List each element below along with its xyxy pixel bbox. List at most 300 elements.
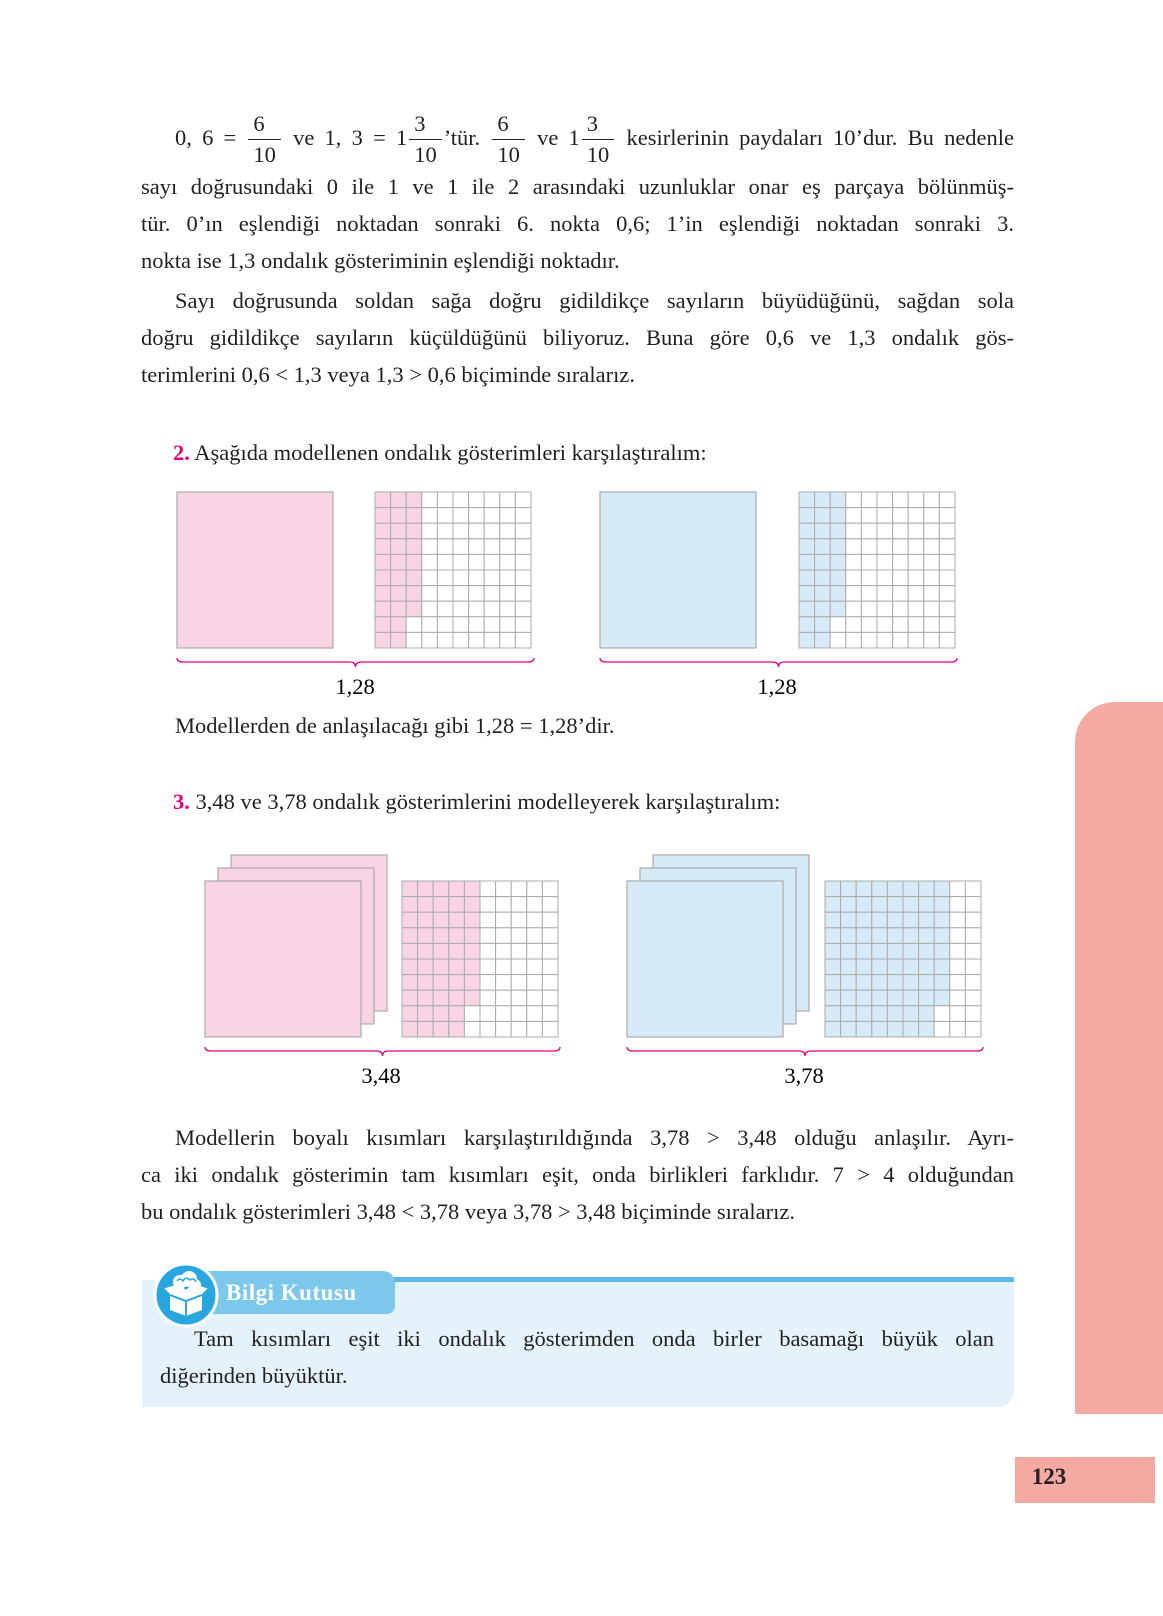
info-line-2: diğerinden büyüktür. xyxy=(160,1363,348,1388)
model-3-48-pink-cell xyxy=(402,1021,418,1037)
model-3-78-blue-cell xyxy=(919,881,935,897)
model-3-48-pink-cell xyxy=(464,1021,480,1037)
model-1-28-blue-cell xyxy=(908,586,924,602)
model-1-28-pink-cell xyxy=(453,554,469,570)
model-3-78-blue-cell xyxy=(919,1006,935,1022)
model-3-48-pink-cell xyxy=(527,1006,543,1022)
model-3-48-pink-cell xyxy=(480,943,496,959)
model-1-28-blue-cell xyxy=(924,523,940,539)
model-3-48-pink-cell xyxy=(433,1021,449,1037)
model-1-28-pink-cell xyxy=(453,570,469,586)
model-3-78-blue-cell xyxy=(887,943,903,959)
model-1-28-pink-cell xyxy=(500,523,516,539)
model-1-28-pink-cell xyxy=(453,523,469,539)
model-3-78-blue-cell xyxy=(856,1021,872,1037)
model-3-78-blue-cell xyxy=(965,897,981,913)
model-3-78-blue-cell xyxy=(856,928,872,944)
model-3-78-blue-brace xyxy=(627,1047,983,1056)
model-1-28-blue-cell xyxy=(908,539,924,555)
model-3-48-pink-cell xyxy=(480,990,496,1006)
para3-line-3: bu ondalık gösterimleri 3,48 < 3,78 veya 3,78 > 3,48 biçiminde sıralarız. xyxy=(141,1199,795,1224)
model-1-28-pink-cell xyxy=(375,586,391,602)
model-1-28-blue-cell xyxy=(908,492,924,508)
model-1-28-pink-cell xyxy=(406,570,422,586)
model-1-28-blue-cell xyxy=(939,508,955,524)
model-3-48-pink-cell xyxy=(433,912,449,928)
model-1-28-blue-cell xyxy=(908,617,924,633)
model-3-48-pink-cell xyxy=(511,943,527,959)
model-3-48-pink-cell xyxy=(402,881,418,897)
model-3-78-blue-cell xyxy=(919,959,935,975)
model-1-28-blue-cell xyxy=(908,554,924,570)
model-1-28-pink-cell xyxy=(391,601,407,617)
model-3-78-blue-cell xyxy=(903,897,919,913)
model-1-28-pink-cell xyxy=(375,508,391,524)
model-3-48-pink-cell xyxy=(480,1021,496,1037)
model-3-48-pink-cell xyxy=(433,1006,449,1022)
model-3-78-blue-cell xyxy=(965,1021,981,1037)
model-1-28-pink-cell xyxy=(484,554,500,570)
model-3-48-pink-cell xyxy=(496,912,512,928)
model-1-28-pink-cell xyxy=(453,586,469,602)
model-1-28-blue-cell xyxy=(799,586,815,602)
model-3-78-blue-cell xyxy=(934,959,950,975)
model-1-28-blue-cell xyxy=(893,523,909,539)
intro-line-4: nokta ise 1,3 ondalık gösteriminin eşlendiği noktadır. xyxy=(141,248,620,273)
model-1-28-pink-cell xyxy=(391,554,407,570)
model-3-78-blue-cell xyxy=(856,959,872,975)
model-1-28-blue-cell xyxy=(799,570,815,586)
model-3-78-blue-cell xyxy=(872,928,888,944)
model-3-48-pink-cell xyxy=(402,912,418,928)
model-3-78-blue-cell xyxy=(825,912,841,928)
model-1-28-blue-cell xyxy=(908,523,924,539)
fraction: $\frac{3}{10}$ xyxy=(582,113,615,166)
model-3-48-pink-cell xyxy=(464,897,480,913)
model-1-28-pink-cell xyxy=(515,539,531,555)
model-3-78-blue-cell xyxy=(825,975,841,991)
model-3-48-pink-cell xyxy=(402,943,418,959)
model-3-78-blue-cell xyxy=(934,1021,950,1037)
model-1-28-pink-cell xyxy=(500,554,516,570)
model-3-48-pink-cell xyxy=(449,881,465,897)
model-3-48-pink-cell xyxy=(449,990,465,1006)
info-box-rule xyxy=(383,1277,1014,1282)
model-1-28-blue-cell xyxy=(924,539,940,555)
model-3-48-pink-cell xyxy=(464,1006,480,1022)
model-3-48-pink-cell xyxy=(449,975,465,991)
model-1-28-blue-cell xyxy=(799,554,815,570)
model-3-48-pink-cell xyxy=(542,943,558,959)
model-3-48-pink-cell xyxy=(402,928,418,944)
model-3-48-pink-cell xyxy=(402,959,418,975)
model-3-78-blue-cell xyxy=(872,912,888,928)
model-3-78-blue-cell xyxy=(919,990,935,1006)
model-1-28-pink-cell xyxy=(484,601,500,617)
model-3-78-blue-cell xyxy=(841,928,857,944)
model-1-28-pink-cell xyxy=(484,632,500,648)
model-1-28-blue-brace xyxy=(600,658,957,667)
model-1-28-pink-cell xyxy=(391,632,407,648)
model-3-78-blue-cell xyxy=(965,912,981,928)
model-3-48-pink-cell xyxy=(480,928,496,944)
model-1-28-pink-cell xyxy=(500,570,516,586)
model-1-28-pink-cell xyxy=(375,523,391,539)
model-1-28-pink-cell xyxy=(469,617,485,633)
model-3-78-blue-cell xyxy=(934,1006,950,1022)
model-3-48-pink-cell xyxy=(418,1021,434,1037)
model-3-48-pink-cell xyxy=(511,897,527,913)
model-1-28-blue-cell xyxy=(924,632,940,648)
model-3-48-pink-cell xyxy=(433,928,449,944)
model-3-78-blue-cell xyxy=(934,990,950,1006)
model-3-48-pink-brace xyxy=(205,1047,560,1056)
info-box-text xyxy=(160,1320,994,1394)
model-3-78-blue-cell xyxy=(934,975,950,991)
model-1-28-pink-cell xyxy=(469,523,485,539)
model-3-48-pink-cell xyxy=(542,897,558,913)
equation-text: 0, 6 = xyxy=(175,125,237,150)
model-1-28-blue-cell xyxy=(846,508,862,524)
model-3-78-blue-cell xyxy=(872,897,888,913)
model-1-28-blue-cell xyxy=(939,492,955,508)
model-1-28-pink-cell xyxy=(484,617,500,633)
model-3-78-blue-cell xyxy=(887,990,903,1006)
model-3-48-pink-cell xyxy=(527,1021,543,1037)
para3-line-1: Modellerin boyalı kısımları karşılaştırıldığında 3,78 > 3,48 olduğu anlaşılır. Ayrı- xyxy=(175,1125,1014,1150)
para2-line-2: doğru gidildikçe sayıların küçüldüğünü biliyoruz. Buna göre 0,6 ve 1,3 ondalık gös- xyxy=(141,325,1014,350)
model-1-28-blue-cell xyxy=(877,539,893,555)
model-1-28-blue-cell xyxy=(815,554,831,570)
model-3-48-pink-cell xyxy=(542,912,558,928)
model-3-78-blue-cell xyxy=(872,975,888,991)
model-3-48-pink-cell xyxy=(496,881,512,897)
model-1-28-blue-cell xyxy=(830,508,846,524)
model-1-28-blue-cell xyxy=(908,601,924,617)
model-1-28-pink-cell xyxy=(484,492,500,508)
model-3-48-pink-cell xyxy=(496,928,512,944)
model-3-78-blue-cell xyxy=(841,881,857,897)
model-3-78-blue-cell xyxy=(919,975,935,991)
model-label-1-28-right: 1,28 xyxy=(757,674,797,699)
model-1-28-pink-cell xyxy=(484,586,500,602)
model-3-78-blue-cell xyxy=(872,1006,888,1022)
model-3-48-pink-cell xyxy=(511,990,527,1006)
model-1-28-pink-cell xyxy=(437,539,453,555)
model-3-48-pink-cell xyxy=(418,959,434,975)
model-3-48-pink-cell xyxy=(402,975,418,991)
model-1-28-pink-cell xyxy=(422,508,438,524)
para2-line-1: Sayı doğrusunda soldan sağa doğru gidildikçe sayıların büyüdüğünü, sağdan sola xyxy=(175,288,1014,313)
model-1-28-pink-cell xyxy=(469,570,485,586)
para3-line-2: ca iki ondalık gösterimin tam kısımları eşit, onda birlikleri farklıdır. 7 > 4 olduğundan xyxy=(141,1162,1014,1187)
model-3-78-blue-cell xyxy=(965,959,981,975)
model-1-28-pink-cell xyxy=(437,492,453,508)
model-1-28-blue-cell xyxy=(893,570,909,586)
model-3-78-blue-cell xyxy=(934,943,950,959)
model-1-28-blue-cell xyxy=(799,601,815,617)
model-3-48-pink-cell xyxy=(418,943,434,959)
model-3-48-pink-cell xyxy=(496,975,512,991)
model-3-48-pink-cell xyxy=(433,959,449,975)
model-1-28-blue-cell xyxy=(893,508,909,524)
model-1-28-blue-cell xyxy=(861,492,877,508)
model-1-28-pink-cell xyxy=(515,586,531,602)
model-1-28-blue-cell xyxy=(830,554,846,570)
model-1-28-blue-cell xyxy=(861,539,877,555)
model-1-28-pink-cell xyxy=(406,601,422,617)
model-3-78-blue-cell xyxy=(825,928,841,944)
model-3-78-blue-cell xyxy=(825,897,841,913)
model-1-28-pink-cell xyxy=(422,570,438,586)
model-3-78-blue-cell xyxy=(903,959,919,975)
model-3-78-blue-cell xyxy=(872,943,888,959)
section-3-number: 3. xyxy=(173,789,190,814)
chapter-side-tab xyxy=(1075,702,1163,1414)
model-1-28-pink-cell xyxy=(406,539,422,555)
model-3-48-pink-cell xyxy=(449,897,465,913)
model-3-78-blue-cell xyxy=(934,912,950,928)
model-1-28-blue-cell xyxy=(830,632,846,648)
model-1-28-blue-cell xyxy=(846,554,862,570)
model-1-28-pink-cell xyxy=(375,539,391,555)
model-1-28-pink-cell xyxy=(391,523,407,539)
model-1-28-pink-cell xyxy=(406,523,422,539)
model-1-28-blue-cell xyxy=(939,523,955,539)
model-1-28-pink-cell xyxy=(437,554,453,570)
model-3-78-blue-cell xyxy=(825,1021,841,1037)
model-label-3-48: 3,48 xyxy=(361,1063,401,1088)
model-1-28-pink-cell xyxy=(437,632,453,648)
model-1-28-pink-cell xyxy=(500,539,516,555)
model-1-28-blue-cell xyxy=(924,617,940,633)
model-3-48-pink-cell xyxy=(464,975,480,991)
model-1-28-blue-cell xyxy=(877,601,893,617)
model-3-48-pink-cell xyxy=(527,959,543,975)
model-1-28-pink-cell xyxy=(500,492,516,508)
model-3-48-pink-cell xyxy=(542,881,558,897)
model-1-28-blue-cell xyxy=(877,617,893,633)
model-3-78-blue-cell xyxy=(934,881,950,897)
model-1-28-pink-cell xyxy=(437,586,453,602)
model-1-28-pink-cell xyxy=(453,632,469,648)
model-3-78-blue-cell xyxy=(825,1006,841,1022)
model-1-28-pink-cell xyxy=(500,601,516,617)
model-1-28-blue-cell xyxy=(893,492,909,508)
model-1-28-blue-cell xyxy=(846,601,862,617)
model-1-28-blue-cell xyxy=(830,492,846,508)
model-1-28-blue-cell xyxy=(893,617,909,633)
section-3-title: 3,48 ve 3,78 ondalık gösterimlerini modelleyerek karşılaştıralım: xyxy=(195,789,781,814)
model-3-48-pink-whole-1 xyxy=(205,881,361,1037)
model-1-28-pink-cell xyxy=(437,523,453,539)
model-3-48-pink-cell xyxy=(449,912,465,928)
model-3-48-pink-cell xyxy=(449,1021,465,1037)
model-1-28-pink-cell xyxy=(391,617,407,633)
model-1-28-blue-cell xyxy=(861,554,877,570)
model-3-48-pink-cell xyxy=(496,897,512,913)
model-3-48-pink-cell xyxy=(511,928,527,944)
model-1-28-blue-cell xyxy=(877,570,893,586)
model-1-28-blue-cell xyxy=(939,632,955,648)
model-1-28-blue-cell xyxy=(846,523,862,539)
model-1-28-blue-cell xyxy=(861,601,877,617)
model-1-28-blue-cell xyxy=(924,601,940,617)
model-3-78-blue-cell xyxy=(887,1021,903,1037)
model-1-28-blue-cell xyxy=(924,586,940,602)
model-1-28-pink-cell xyxy=(437,508,453,524)
model-3-78-blue-cell xyxy=(887,881,903,897)
model-1-28-blue-cell xyxy=(846,617,862,633)
model-3-78-blue-cell xyxy=(919,912,935,928)
model-1-28-pink-cell xyxy=(453,539,469,555)
model-3-78-blue-cell xyxy=(950,943,966,959)
model-1-28-pink-cell xyxy=(453,601,469,617)
equation-text: ve 1, 3 = 1 xyxy=(293,125,408,150)
model-3-78-blue-cell xyxy=(841,959,857,975)
model-3-78-blue-cell xyxy=(950,959,966,975)
model-1-28-pink-cell xyxy=(515,632,531,648)
model-3-78-blue-cell xyxy=(825,943,841,959)
model-1-28-pink-cell xyxy=(515,492,531,508)
model-3-78-blue-cell xyxy=(965,943,981,959)
model-3-48-pink-cell xyxy=(527,881,543,897)
model-3-48-pink-cell xyxy=(464,959,480,975)
model-1-28-blue-cell xyxy=(815,523,831,539)
model-3-78-blue-cell xyxy=(841,1006,857,1022)
model-1-28-pink-cell xyxy=(515,508,531,524)
model-1-28-blue-cell xyxy=(939,586,955,602)
model-3-48-pink-cell xyxy=(527,897,543,913)
comparison-paragraph xyxy=(141,1119,1014,1230)
model-3-78-blue-cell xyxy=(841,1021,857,1037)
info-box-title: Bilgi Kutusu xyxy=(226,1280,357,1305)
model-1-28-pink-cell xyxy=(437,570,453,586)
model-3-78-blue-cell xyxy=(950,1006,966,1022)
model-3-78-blue-cell xyxy=(872,959,888,975)
model-1-28-blue-cell xyxy=(908,508,924,524)
model-3-78-blue-cell xyxy=(887,975,903,991)
model-3-48-pink-cell xyxy=(511,881,527,897)
model-1-28-blue-cell xyxy=(830,570,846,586)
equation-text: ve 1 xyxy=(537,125,580,150)
model-3-78-blue-cell xyxy=(950,975,966,991)
model-3-48-pink-cell xyxy=(418,928,434,944)
model-3-48-pink-cell xyxy=(527,975,543,991)
model-3-78-blue-cell xyxy=(856,912,872,928)
model-1-28-pink-cell xyxy=(500,508,516,524)
model-1-28-pink-cell xyxy=(391,586,407,602)
model-1-28-pink-cell xyxy=(406,617,422,633)
model-1-28-blue-cell xyxy=(815,632,831,648)
model-3-48-pink-cell xyxy=(464,928,480,944)
model-3-48-pink-cell xyxy=(433,975,449,991)
model-1-28-pink-cell xyxy=(422,554,438,570)
section-2-number: 2. xyxy=(173,440,190,465)
model-label-1-28-left: 1,28 xyxy=(335,674,375,699)
model-3-78-blue-cell xyxy=(887,1006,903,1022)
para2-line-3: terimlerini 0,6 < 1,3 veya 1,3 > 0,6 biçiminde sıralarız. xyxy=(141,362,636,387)
model-3-48-pink-cell xyxy=(527,928,543,944)
model-3-78-blue-cell xyxy=(903,1021,919,1037)
model-1-28-pink-cell xyxy=(375,492,391,508)
model-3-78-blue-cell xyxy=(903,975,919,991)
equation-text: kesirlerinin paydaları 10’dur. Bu nedenle xyxy=(626,125,1015,150)
intro-line-2: sayı doğrusundaki 0 ile 1 ve 1 ile 2 arasındaki uzunluklar onar eş parçaya bölünmüş- xyxy=(141,174,1014,199)
model-1-28-pink-cell xyxy=(375,570,391,586)
model-3-48-pink-cell xyxy=(433,943,449,959)
model-3-48-pink-cell xyxy=(480,959,496,975)
model-1-28-pink-cell xyxy=(515,554,531,570)
model-3-78-blue-cell xyxy=(872,990,888,1006)
model-3-48-pink-cell xyxy=(464,881,480,897)
model-1-28-pink-cell xyxy=(375,617,391,633)
model-1-28-pink-cell xyxy=(500,632,516,648)
model-1-28-blue-cell xyxy=(799,523,815,539)
model-3-78-blue-cell xyxy=(887,959,903,975)
section-2-conclusion: Modellerden de anlaşılacağı gibi 1,28 = 1,28’dir. xyxy=(175,713,615,738)
model-1-28-blue-cell xyxy=(924,492,940,508)
model-1-28-blue-cell xyxy=(877,508,893,524)
model-1-28-pink-cell xyxy=(391,508,407,524)
model-1-28-pink-cell xyxy=(469,539,485,555)
model-3-48-pink-cell xyxy=(496,990,512,1006)
fraction: $\frac{3}{10}$ xyxy=(409,113,442,166)
model-1-28-blue-cell xyxy=(846,539,862,555)
model-3-78-blue-cell xyxy=(841,912,857,928)
model-1-28-blue-cell xyxy=(908,632,924,648)
model-3-48-pink-cell xyxy=(527,943,543,959)
model-3-78-blue-cell xyxy=(841,943,857,959)
model-1-28-blue-cell xyxy=(861,586,877,602)
model-1-28-blue-cell xyxy=(830,523,846,539)
model-3-48-pink-cell xyxy=(542,959,558,975)
model-1-28-blue-cell xyxy=(846,570,862,586)
model-3-78-blue-cell xyxy=(934,897,950,913)
model-1-28-pink-cell xyxy=(453,492,469,508)
model-1-28-blue-cell xyxy=(861,508,877,524)
model-3-78-blue-cell xyxy=(856,897,872,913)
model-1-28-pink-cell xyxy=(484,523,500,539)
model-1-28-pink-cell xyxy=(422,586,438,602)
model-3-48-pink-cell xyxy=(480,912,496,928)
model-1-28-blue-cell xyxy=(815,617,831,633)
model-3-48-pink-cell xyxy=(511,912,527,928)
model-1-28-blue-cell xyxy=(861,632,877,648)
model-3-48-pink-cell xyxy=(496,959,512,975)
model-1-28-blue-cell xyxy=(939,617,955,633)
model-3-48-pink-cell xyxy=(480,1006,496,1022)
model-3-78-blue-cell xyxy=(934,928,950,944)
model-3-48-pink-cell xyxy=(542,1006,558,1022)
model-1-28-pink-cell xyxy=(375,632,391,648)
model-1-28-blue-cell xyxy=(830,586,846,602)
model-3-48-pink-cell xyxy=(449,943,465,959)
model-3-78-blue-cell xyxy=(825,990,841,1006)
model-1-28-blue-cell xyxy=(939,539,955,555)
model-1-28-blue-cell xyxy=(815,570,831,586)
model-1-28-pink-cell xyxy=(484,539,500,555)
model-1-28-pink-cell xyxy=(406,492,422,508)
model-3-78-blue-cell xyxy=(825,959,841,975)
model-3-48-pink-cell xyxy=(496,1021,512,1037)
model-3-78-blue-cell xyxy=(887,897,903,913)
model-3-48-pink-cell xyxy=(418,1006,434,1022)
model-3-48-pink-cell xyxy=(402,1006,418,1022)
model-3-78-blue-cell xyxy=(950,912,966,928)
model-3-48-pink-cell xyxy=(542,1021,558,1037)
intro-line-3: tür. 0’ın eşlendiği noktadan sonraki 6. nokta 0,6; 1’in eşlendiği noktadan sonraki 3. xyxy=(141,211,1014,236)
